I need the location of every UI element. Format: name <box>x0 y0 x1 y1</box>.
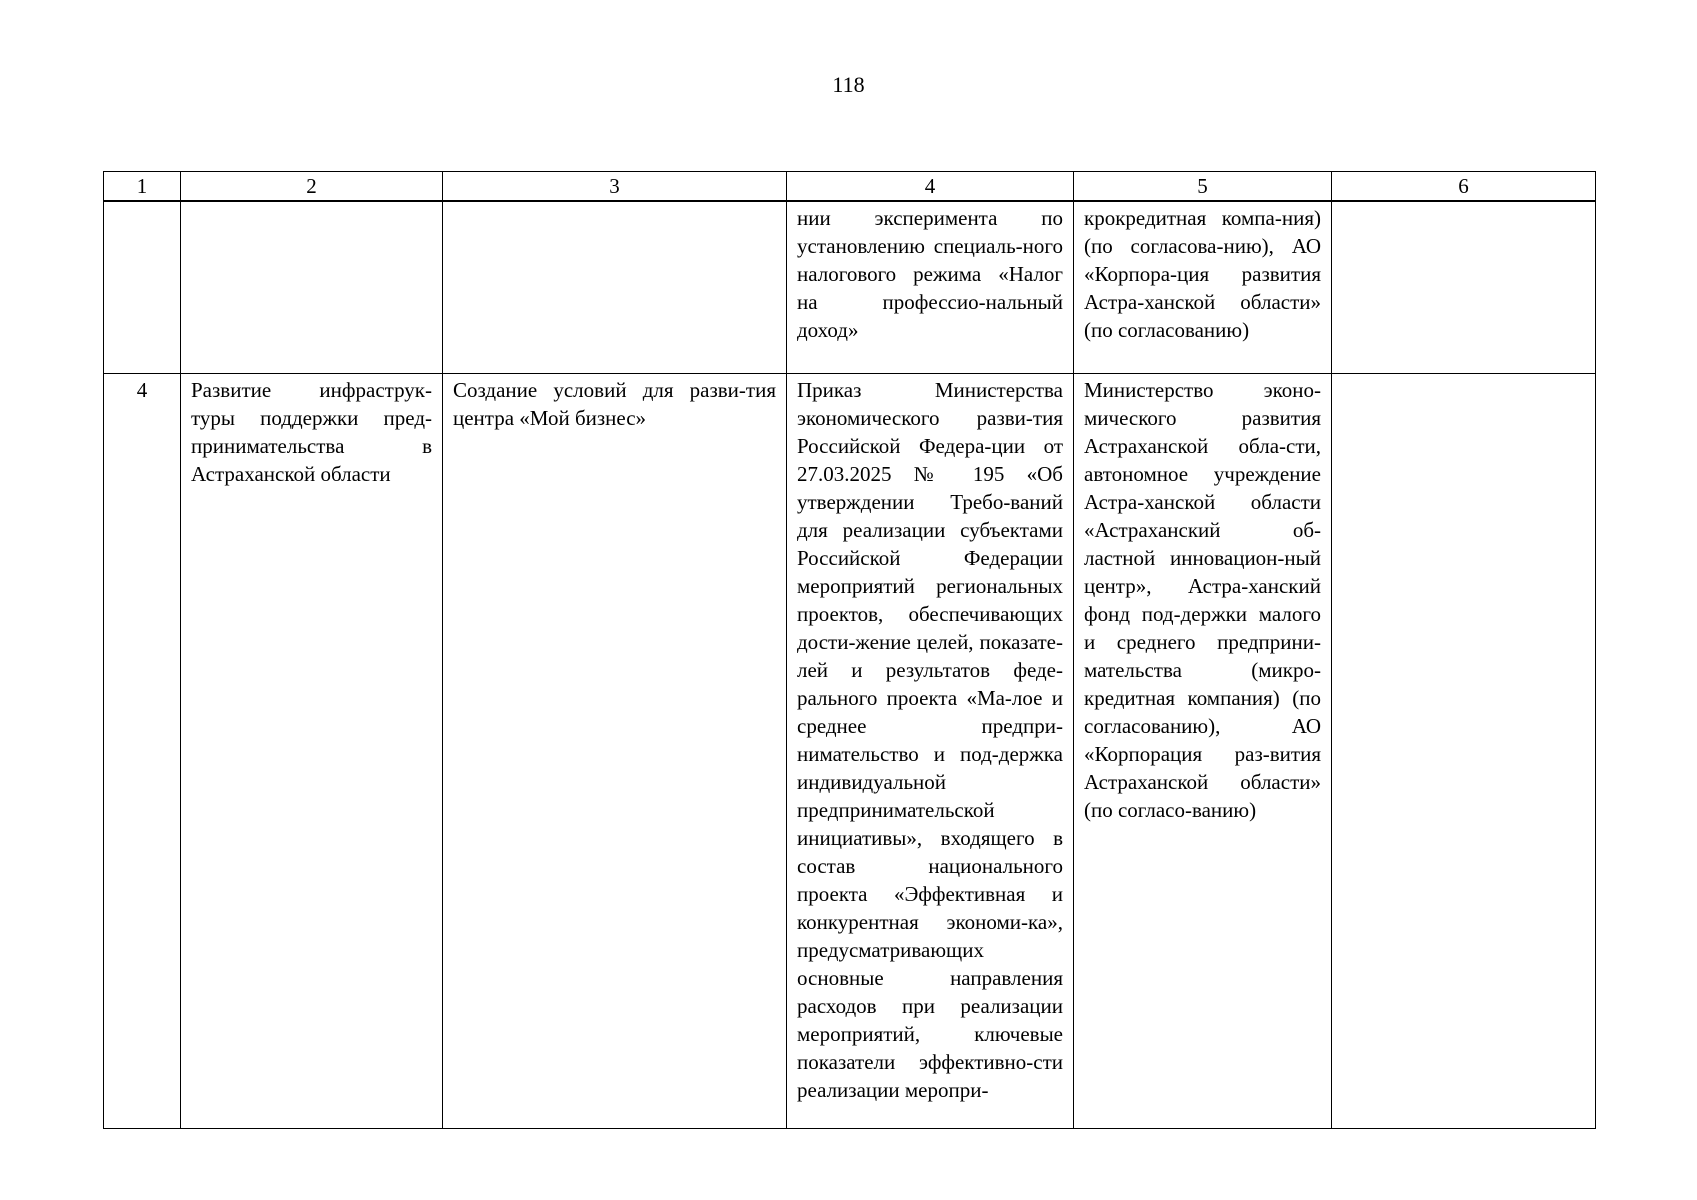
task-cell <box>181 201 443 374</box>
header-col-2: 2 <box>181 172 443 202</box>
document-table <box>103 171 1596 1129</box>
measure-cell: Создание условий для разви-тия центра «Мой бизнес» <box>443 374 787 1129</box>
page-number: 118 <box>832 72 865 97</box>
measure-cell <box>443 201 787 374</box>
row-number-cell: 4 <box>104 374 181 1129</box>
table-header <box>104 172 1596 202</box>
responsible-cell: Министерство эконо-мического развития Астраханской обла-сти, автономное учреждение Астра-ханской области «Астраханский об-ластной инновацион-ный центр», Астра-ханский фонд под-держки малого и среднего предприни-мательства (микро-кредитная компания) (по согласованию), АО «Корпорация раз-вития Астраханской области» (по согласо-ванию) <box>1074 374 1332 1129</box>
table-body <box>104 201 1596 1129</box>
task-cell: Развитие инфраструк-туры поддержки пред-принимательства в Астраханской области <box>181 374 443 1129</box>
header-col-4: 4 <box>787 172 1074 202</box>
legal-basis-cell: Приказ Министерства экономического разви-тия Российской Федера-ции от 27.03.2025 № 195 «Об утверждении Требо-ваний для реализации субъектами Российской Федерации мероприятий региональных проектов, обеспечивающих дости-жение целей, показате-лей и результатов феде-рального проекта «Ма-лое и среднее предпри-нимательство и под-держка индивидуальной предпринимательской инициативы», входящего в состав национального проекта «Эффективная и конкурентная экономи-ка», предусматривающих основные направления расходов при реализации мероприятий, ключевые показатели эффективно-сти реализации меропри- <box>787 374 1074 1129</box>
column-6-cell <box>1332 374 1596 1129</box>
header-row <box>104 172 1596 202</box>
header-col-1: 1 <box>104 172 181 202</box>
table-row <box>104 374 1596 1129</box>
row-number-cell <box>104 201 181 374</box>
legal-basis-cell: нии эксперимента по установлению специаль-ного налогового режима «Налог на профессио-нальный доход» <box>787 201 1074 374</box>
column-6-cell <box>1332 201 1596 374</box>
header-col-3: 3 <box>443 172 787 202</box>
header-col-5: 5 <box>1074 172 1332 202</box>
table-row <box>104 201 1596 374</box>
header-col-6: 6 <box>1332 172 1596 202</box>
responsible-cell: крокредитная компа-ния) (по согласова-нию), АО «Корпора-ция развития Астра-ханской области» (по согласованию) <box>1074 201 1332 374</box>
